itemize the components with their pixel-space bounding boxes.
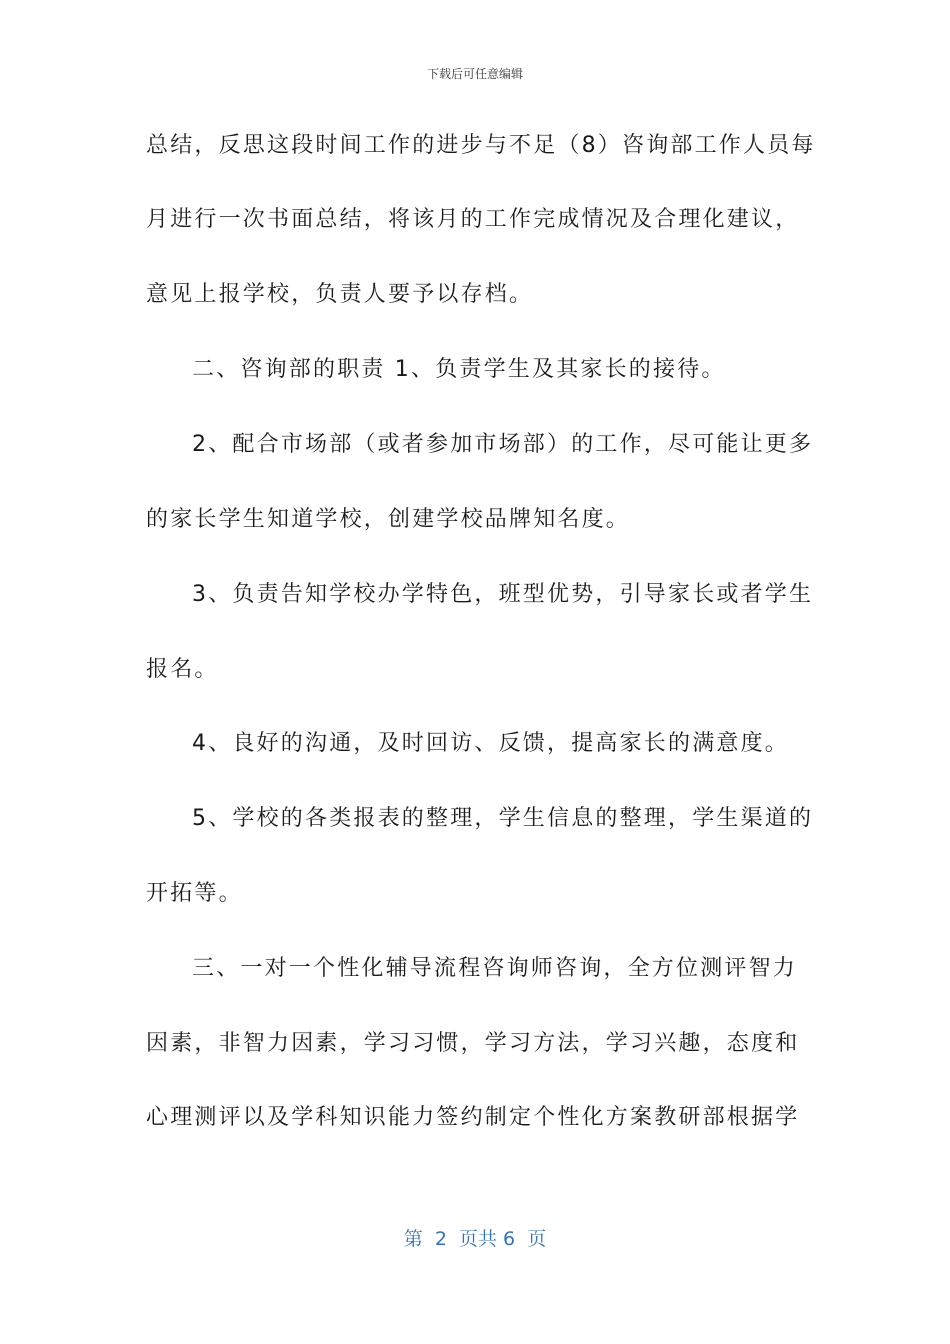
body-line-8: 报名。 bbox=[146, 657, 219, 682]
body-line-7: 3、负责告知学校办学特色，班型优势，引导家长或者学生 bbox=[192, 582, 814, 607]
body-line-14: 心理测评以及学科知识能力签约制定个性化方案教研部根据学 bbox=[146, 1105, 800, 1130]
body-line-11: 开拓等。 bbox=[146, 881, 243, 906]
body-line-4: 二、咨询部的职责 1、负责学生及其家长的接待。 bbox=[192, 357, 726, 382]
body-line-10: 5、学校的各类报表的整理，学生信息的整理，学生渠道的 bbox=[192, 806, 814, 831]
body-line-5: 2、配合市场部（或者参加市场部）的工作，尽可能让更多 bbox=[192, 432, 814, 457]
body-line-3: 意见上报学校，负责人要予以存档。 bbox=[146, 282, 534, 307]
page-number-footer: 第 2 页共 6 页 bbox=[403, 1228, 547, 1250]
body-line-2: 月进行一次书面总结，将该月的工作完成情况及合理化建议， bbox=[146, 207, 800, 232]
body-line-1: 总结，反思这段时间工作的进步与不足（8）咨询部工作人员每 bbox=[146, 133, 816, 158]
body-line-13: 因素，非智力因素，学习习惯，学习方法，学习兴趣，态度和 bbox=[146, 1031, 800, 1056]
body-line-6: 的家长学生知道学校，创建学校品牌知名度。 bbox=[146, 507, 631, 532]
page-header: 下载后可任意编辑 bbox=[426, 67, 523, 81]
body-line-9: 4、良好的沟通，及时回访、反馈，提高家长的满意度。 bbox=[192, 731, 789, 756]
body-line-12: 三、一对一个性化辅导流程咨询师咨询，全方位测评智力 bbox=[192, 956, 798, 981]
